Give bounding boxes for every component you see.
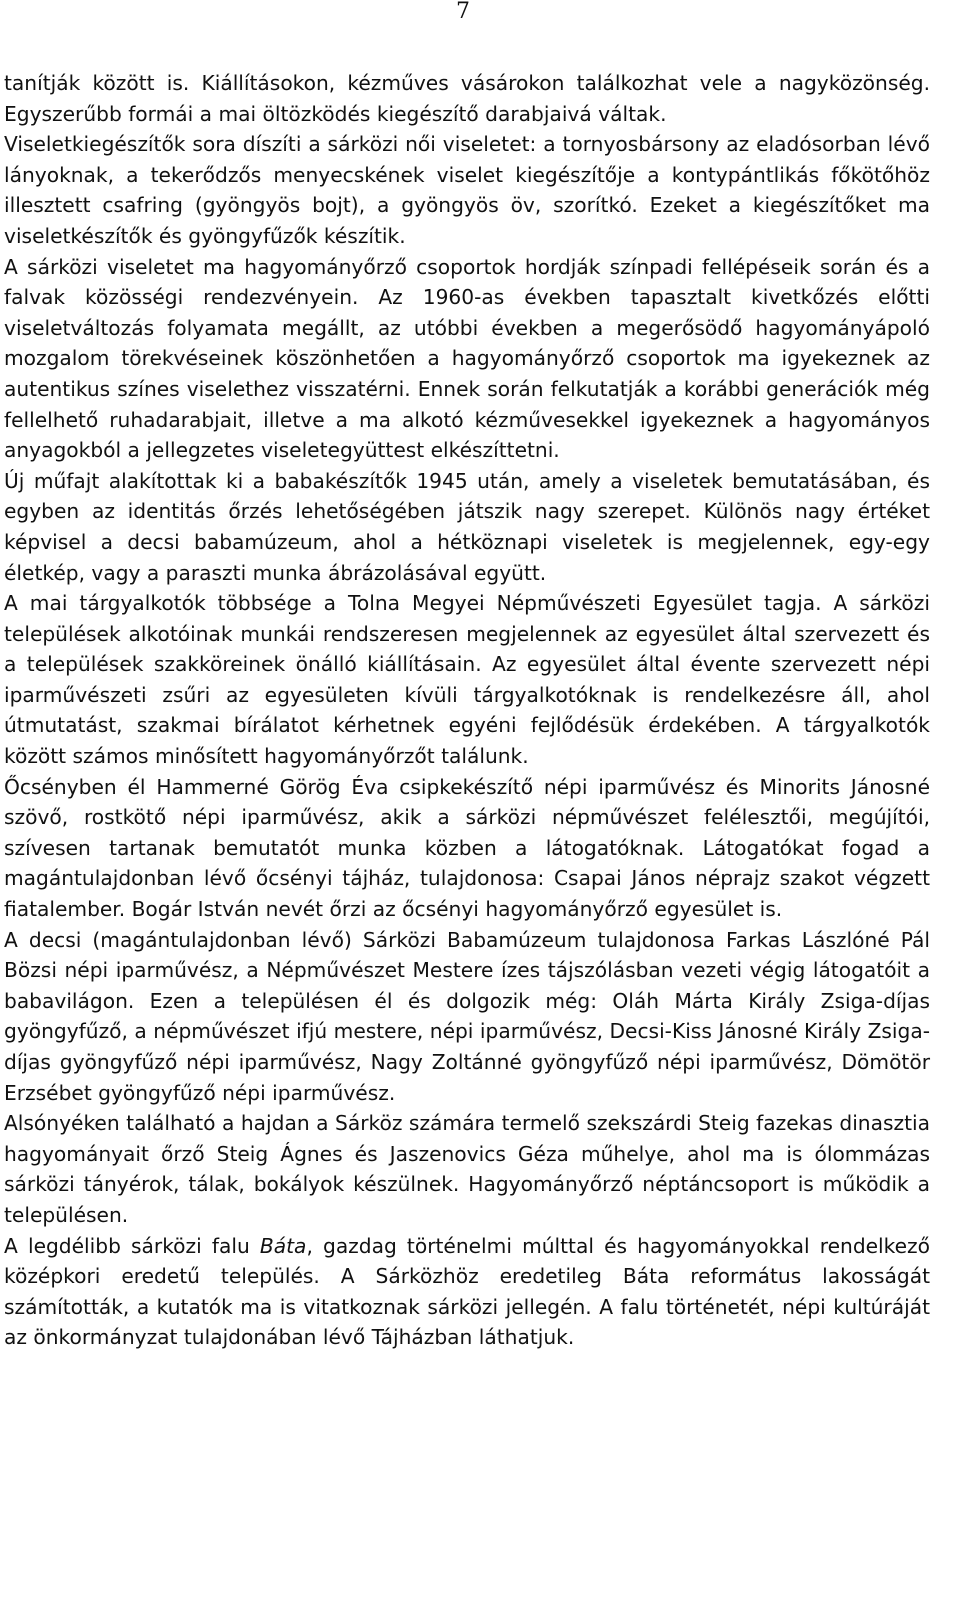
paragraph-folk-art-association: A mai tárgyalkotók többsége a Tolna Megyei Népművészeti Egyesület tagja. A sárközi települések alkotóinak munkái rendszeresen megjelennek az egyesület által szervezett és a települések szakköreinek önálló kiállításain. Az egyesület által évente szervezett népi iparművészeti zsűri az egyesületen kívüli tárgyalkotóknak is rendelkezésre áll, ahol útmutatást, szakmai bírálatot kérhetnek egyéni fejlődésük érdekében. A tárgyalkotók között számos minősített hagyományőrzőt találunk. [4,591,930,769]
paragraph-doll-makers: Új műfajt alakítottak ki a babakészítők 1945 után, amely a viseletek bemutatásában, és egyben az identitás őrzés lehetőségében játszik nagy szerepet. Különös nagy értéket képvisel a decsi babamúzeum, ahol a hétköznapi viseletek is megjelennek, egy-egy életkép, vagy a paraszti munka ábrázolásával együtt. [4,468,930,585]
paragraph-decs: A decsi (magántulajdonban lévő) Sárközi Babamúzeum tulajdonosa Farkas Lászlóné Pál Bözsi népi iparművész, a Népművészet Mestere ízes tájszólásban vezeti végig látogatóit a babavilágon. Ezen a településen él és dolgozik még: Oláh Márta Király Zsiga-díjas gyöngyfűző, a népművészet ifjú mestere, népi iparművész, Decsi-Kiss Jánosné Király Zsiga-díjas gyöngyfűző népi iparművész, Nagy Zoltánné gyöngyfűző népi iparművész, Dömötör Erzsébet gyöngyfűző népi iparművész. [4,927,930,1105]
body-text [4,68,930,1353]
paragraph-heritage-groups: A sárközi viseletet ma hagyományőrző csoportok hordják színpadi fellépéseik során és a falvak közösségi rendezvényein. Az 1960-as években tapasztalt kivetkőzés előtti viseletváltozás folyamata megállt, az utóbbi években a megerősödő hagyományápoló mozgalom törekvéseinek köszönhetően a hagyományőrző csoportok ma igyekeznek az autentikus színes viselethez visszatérni. Ennek során felkutatják a korábbi generációk még fellelhető ruhadarabjait, illetve a ma alkotó kézművesekkel igyekeznek a hagyományos anyagokból a jellegzetes viseletegyüttest elkészíttetni. [4,254,930,463]
page-number: 7 [456,0,470,24]
bata-text-after: , gazdag történelmi múlttal és hagyományokkal rendelkező középkori eredetű település. A Sárközhöz eredetileg Báta református lakosságát számították, a kutatók ma is vitatkoznak sárközi jellegén. A falu történetét, népi kultúráját az önkormányzat tulajdonában lévő Tájházban láthatjuk. [4,1233,930,1350]
paragraph-alsonyek: Alsónyéken található a hajdan a Sárköz számára termelő szekszárdi Steig fazekas dinasztia hagyományait őrző Steig Ágnes és Jaszenovics Géza műhelye, ahol ma is ólommázas sárközi tányérok, tálak, bokályok készülnek. Hagyományőrző néptáncsoport is működik a településen. [4,1111,930,1227]
bata-text-before: A legdélibb sárközi falu [4,1233,260,1258]
paragraph-costume-accessories: Viseletkiegészítők sora díszíti a sárközi női viseletet: a tornyosbársony az eladósorban lévő lányoknak, a tekerődzős menyecskének viselet kiegészítője a kontypántlikás főkötőhöz illesztett csafring (gyöngyös bojt), a gyöngyös öv, szorítkó. Ezeket a kiegészítőket ma viseletkészítők és gyöngyfűzők készítik. [4,132,930,248]
paragraph-bata [4,1231,930,1353]
bata-village-name: Báta [259,1233,307,1258]
paragraph-crafts-fairs: tanítják között is. Kiállításokon, kézműves vásárokon találkozhat vele a nagyközönség. Egyszerűbb formái a mai öltözködés kiegészítő darabjaivá váltak. [4,71,930,126]
paragraph-ocseny: Őcsényben él Hammerné Görög Éva csipkekészítő népi iparművész és Minorits Jánosné szövő, rostkötő népi iparművész, akik a sárközi népművészet felélesztői, megújítói, szívesen tartanak bemutatót munka közben a látogatóknak. Látogatókat fogad a magántulajdonban lévő őcsényi tájház, tulajdonosa: Csapai János néprajz szakot végzett fiatalember. Bogár István nevét őrzi az őcsényi hagyományőrző egyesület is. [4,774,930,922]
